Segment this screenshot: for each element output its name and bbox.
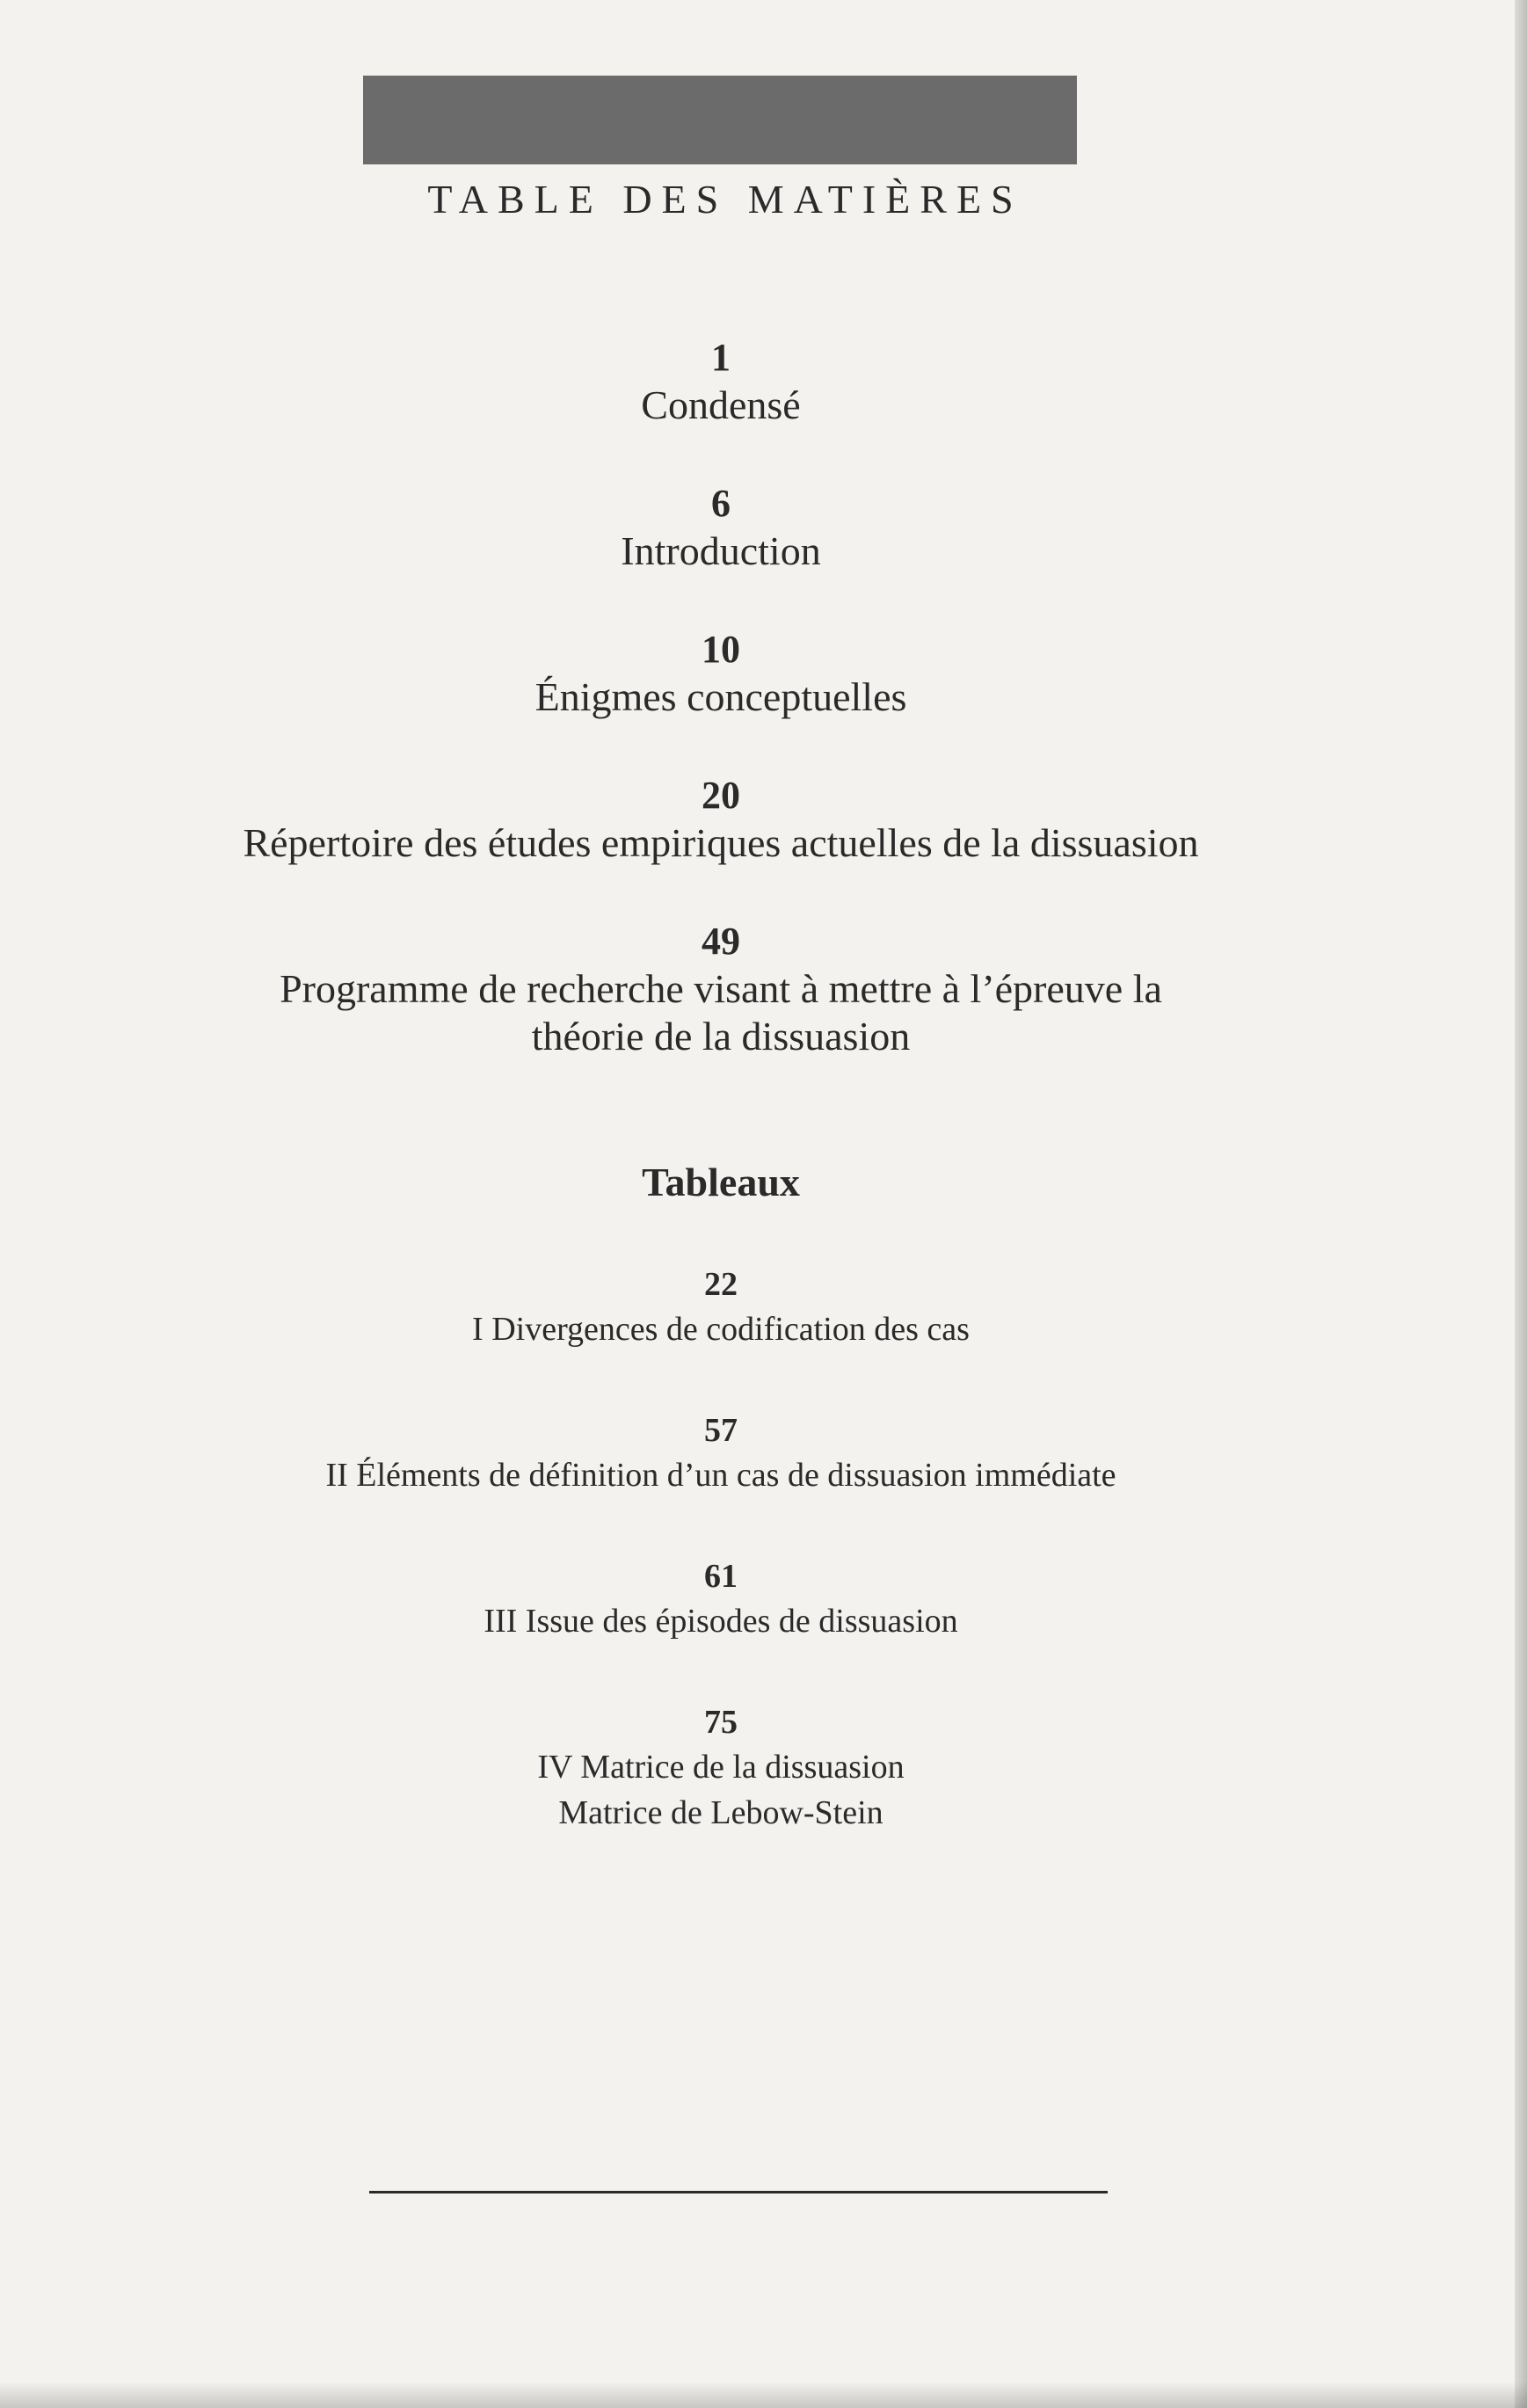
table-entry-title: I Divergences de codification des cas [472, 1311, 970, 1348]
toc-entry-title: Répertoire des études empiriques actuelles de la dissuasion [243, 820, 1199, 865]
table-entry-title: II Éléments de définition d’un cas de dissuasion immédiate [325, 1457, 1116, 1494]
toc-entry-condense [0, 334, 1442, 429]
page-edge [1515, 0, 1527, 2408]
toc-entry-title: Énigmes conceptuelles [534, 674, 907, 719]
tables-heading: Tableaux [642, 1160, 800, 1204]
table-page-number: 75 [704, 1704, 738, 1741]
header-bar [363, 76, 1077, 164]
table-page-number: 61 [704, 1558, 738, 1595]
table-entry-title-line1: IV Matrice de la dissuasion [537, 1749, 905, 1786]
toc-page-number: 20 [702, 774, 740, 817]
toc-page-number: 49 [702, 920, 740, 963]
page-title: TABLE DES MATIÈRES [427, 177, 1023, 222]
table-entry-title: III Issue des épisodes de dissuasion [484, 1603, 958, 1640]
toc-entry-title: Condensé [641, 382, 801, 427]
toc-page-number: 10 [702, 628, 740, 671]
table-entry-3 [0, 1554, 1442, 1644]
table-page-number: 22 [704, 1266, 738, 1303]
toc-entry-title-line1: Programme de recherche visant à mettre à l’épreuve la [280, 966, 1162, 1011]
table-page-number: 57 [704, 1412, 738, 1449]
table-entry-4 [0, 1700, 1442, 1836]
toc-entry-repertoire [0, 772, 1442, 867]
footer-rule [369, 2191, 1108, 2193]
table-entry-title-line2: Matrice de Lebow-Stein [558, 1794, 883, 1831]
bottom-shadow [0, 2382, 1527, 2408]
toc-page-number: 6 [711, 482, 731, 525]
toc-entry-programme [0, 918, 1442, 1060]
toc-entry-title-line2: théorie de la dissuasion [531, 1014, 911, 1059]
table-entry-1 [0, 1262, 1442, 1352]
toc-entry-enigmes [0, 626, 1442, 721]
toc-entry-introduction [0, 480, 1442, 575]
toc-entry-title: Introduction [621, 528, 821, 573]
table-entry-2 [0, 1408, 1442, 1498]
toc-page-number: 1 [711, 336, 731, 379]
